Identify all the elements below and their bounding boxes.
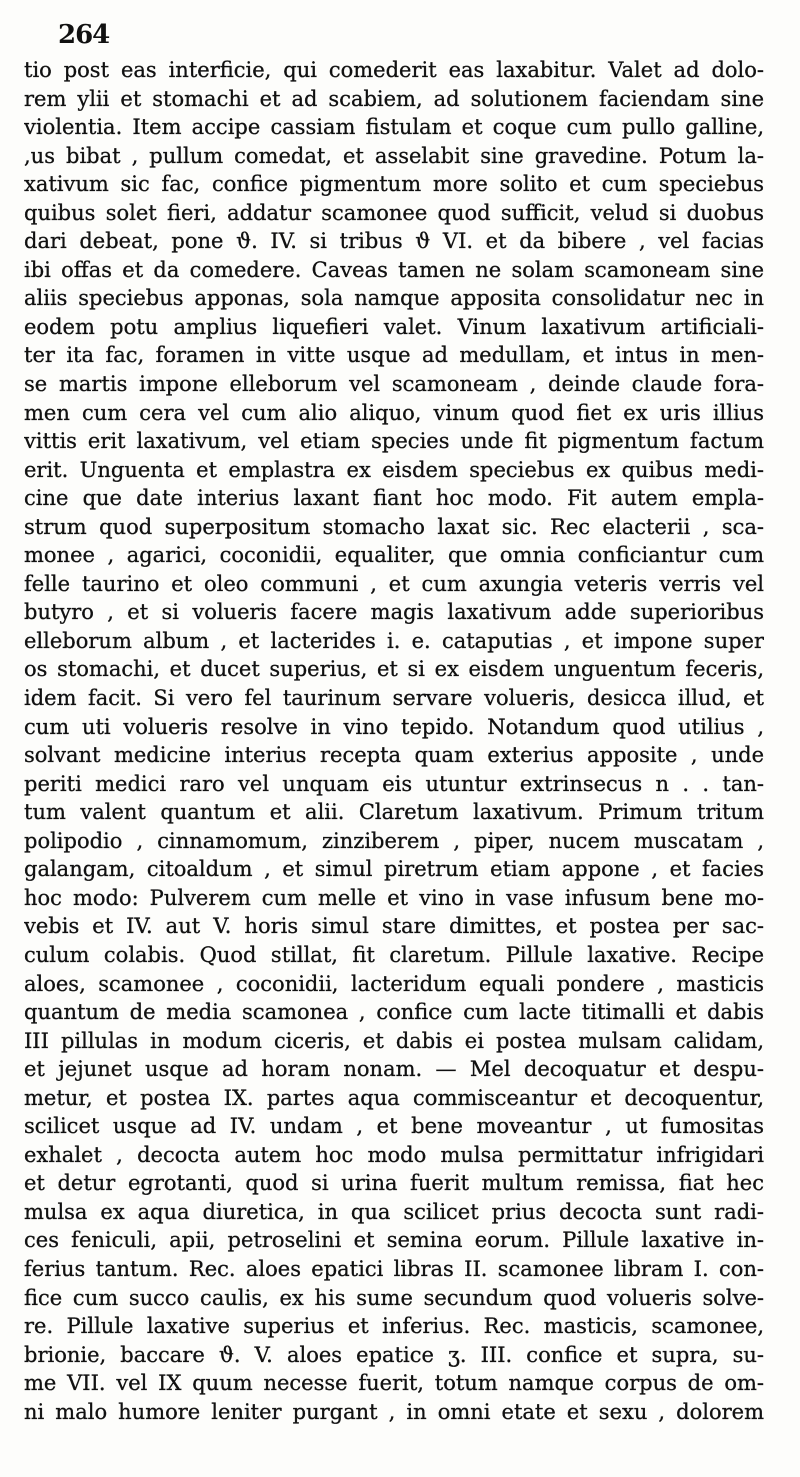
text-line: polipodio , cinnamomum, zinziberem , piper, nucem muscatam ,: [24, 828, 764, 853]
text-line: eodem potu amplius liquefieri valet. Vinum laxativum artificiali-: [24, 314, 764, 339]
body-text: [24, 56, 764, 1426]
text-line: dari debeat, pone ϑ. IV. si tribus ϑ VI. et da bibere , vel facias: [24, 229, 764, 254]
text-line: re. Pillule laxative superius et inferius. Rec. masticis, scamonee,: [24, 1314, 764, 1339]
text-line: scilicet usque ad IV. undam , et bene moveantur , ut fumositas: [24, 1114, 764, 1139]
text-line: aloes, scamonee , coconidii, lacteridum equali pondere , masticis: [24, 971, 764, 996]
text-line: quantum de media scamonea , confice cum lacte titimalli et dabis: [24, 1000, 764, 1025]
text-line: rem ylii et stomachi et ad scabiem, ad solutionem faciendam sine: [24, 86, 764, 111]
text-line: ferius tantum. Rec. aloes epatici libras II. scamonee libram I. con-: [24, 1256, 764, 1281]
text-line: III pillulas in modum ciceris, et dabis ei postea mulsam calidam,: [24, 1028, 764, 1053]
text-line: me VII. vel IX quum necesse fuerit, totum namque corpus de om-: [24, 1371, 764, 1396]
text-line: mulsa ex aqua diuretica, in qua scilicet prius decocta sunt radi-: [24, 1199, 764, 1224]
text-line: brionie, baccare ϑ. V. aloes epatice ʒ. III. confice et supra, su-: [24, 1342, 764, 1367]
text-line: strum quod superpositum stomacho laxat sic. Rec elacterii , sca-: [24, 514, 764, 539]
text-line: aliis speciebus apponas, sola namque apposita consolidatur nec in: [24, 286, 764, 311]
text-line: tio post eas interficie, qui comederit eas laxabitur. Valet ad dolo-: [24, 58, 764, 82]
text-line: culum colabis. Quod stillat, fit claretum. Pillule laxative. Recipe: [24, 942, 764, 967]
text-line: exhalet , decocta autem hoc modo mulsa permittatur infrigidari: [24, 1142, 764, 1167]
text-line: ces feniculi, apii, petroselini et semina eorum. Pillule laxative in-: [24, 1228, 764, 1253]
text-line: solvant medicine interius recepta quam exterius apposite , unde: [24, 743, 764, 768]
text-line: vittis erit laxativum, vel etiam species unde fit pigmentum factum: [24, 429, 764, 454]
text-line: se martis impone elleborum vel scamoneam , deinde claude fora-: [24, 372, 764, 397]
text-line: et detur egrotanti, quod si urina fuerit multum remissa, fiat hec: [24, 1171, 764, 1196]
text-line: fice cum succo caulis, ex his sume secundum quod volueris solve-: [24, 1285, 764, 1310]
text-line: felle taurino et oleo communi , et cum axungia veteris verris vel: [24, 571, 764, 596]
text-line: men cum cera vel cum alio aliquo, vinum quod fiet ex uris illius: [24, 400, 764, 425]
text-line: galangam, citoaldum , et simul piretrum etiam appone , et facies: [24, 857, 764, 882]
text-line: xativum sic fac, confice pigmentum more solito et cum speciebus: [24, 172, 764, 197]
text-line: hoc modo: Pulverem cum melle et vino in vase infusum bene mo-: [24, 885, 764, 910]
text-line: violentia. Item accipe cassiam fistulam et coque cum pullo galline,: [24, 115, 764, 140]
text-line: ni malo humore leniter purgant , in omni etate et sexu , dolorem: [24, 1399, 764, 1424]
text-line: butyro , et si volueris facere magis laxativum adde superioribus: [24, 600, 764, 625]
text-line: cine que date interius laxant fiant hoc modo. Fit autem empla-: [24, 486, 764, 511]
text-line: erit. Unguenta et emplastra ex eisdem speciebus ex quibus medi-: [24, 457, 764, 482]
text-line: elleborum album , et lacterides i. e. cataputias , et impone super: [24, 628, 764, 653]
text-line: ibi offas et da comedere. Caveas tamen ne solam scamoneam sine: [24, 257, 764, 282]
text-line: periti medici raro vel unquam eis utuntur extrinsecus n . . tan-: [24, 771, 764, 796]
text-line: idem facit. Si vero fel taurinum servare volueris, desicca illud, et: [24, 686, 764, 711]
text-line: monee , agarici, coconidii, equaliter, que omnia conficiantur cum: [24, 543, 764, 568]
text-line: tum valent quantum et alii. Claretum laxativum. Primum tritum: [24, 800, 764, 825]
text-line: metur, et postea IX. partes aqua commisceantur et decoquentur,: [24, 1085, 764, 1110]
page-number: 264: [58, 20, 110, 50]
text-line: et jejunet usque ad horam nonam. — Mel decoquatur et despu-: [24, 1057, 764, 1082]
text-line: cum uti volueris resolve in vino tepido. Notandum quod utilius ,: [24, 714, 764, 739]
text-line: vebis et IV. aut V. horis simul stare dimittes, et postea per sac-: [24, 914, 764, 939]
text-line: ,us bibat , pullum comedat, et asselabit sine gravedine. Potum la-: [24, 143, 764, 168]
text-line: quibus solet fieri, addatur scamonee quod sufficit, velud si duobus: [24, 200, 764, 225]
text-line: ter ita fac, foramen in vitte usque ad medullam, et intus in men-: [24, 343, 764, 368]
text-line: os stomachi, et ducet superius, et si ex eisdem unguentum feceris,: [24, 657, 764, 682]
